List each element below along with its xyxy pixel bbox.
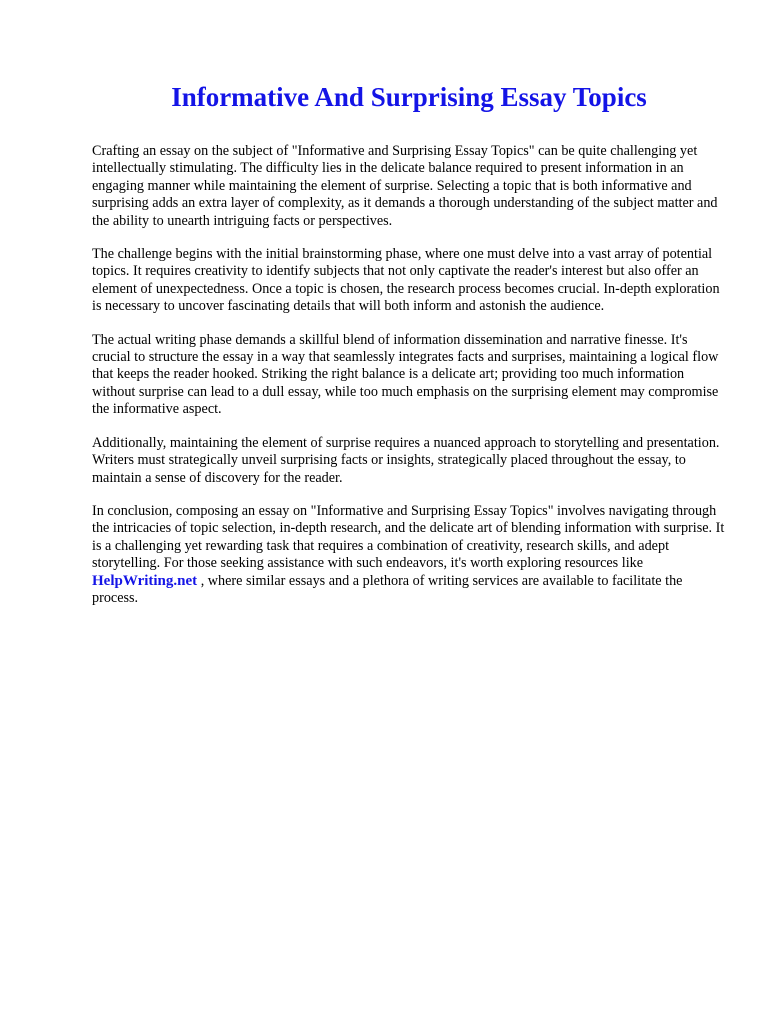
document-body (92, 143, 728, 623)
paragraph-3: The actual writing phase demands a skillful blend of information dissemination and narrative finesse. It's crucial to structure the essay in a way that seamlessly integrates facts and surprises, maintaining a logical flow that keeps the reader hooked. Striking the right balance is a delicate art; providing too much information without surprise can lead to a dull essay, while too much emphasis on the surprising element may compromise the informative aspect. (92, 331, 719, 418)
paragraph-2: The challenge begins with the initial brainstorming phase, where one must delve into a vast array of potential topics. It requires creativity to identify subjects that not only captivate the reader's interest but also offer an element of unexpectedness. Once a topic is chosen, the research process becomes crucial. In-depth exploration is necessary to uncover fascinating details that will both inform and astonish the audience. (92, 246, 720, 315)
conclusion-text-after-link: , where similar essays and a plethora of writing services are available to facilitate the process. (92, 572, 683, 606)
document-title: Informative And Surprising Essay Topics (171, 82, 647, 112)
helpwriting-link[interactable]: HelpWriting.net (92, 572, 198, 589)
paragraph-4: Additionally, maintaining the element of surprise requires a nuanced approach to storytelling and presentation. Writers must strategically unveil surprising facts or insights, strategically placed throughout the essay, to maintain a sense of discovery for the reader. (92, 434, 720, 486)
conclusion-text-before-link: In conclusion, composing an essay on "Informative and Surprising Essay Topics" involves navigating through the intricacies of topic selection, in-depth research, and the delicate art of blending information with surprise. It is a challenging yet rewarding task that requires a combination of creativity, research skills, and adept storytelling. For those seeking assistance with such endeavors, it's worth exploring resources like (92, 502, 725, 572)
paragraph-conclusion (92, 503, 728, 607)
paragraph-1: Crafting an essay on the subject of "Informative and Surprising Essay Topics" can be quite challenging yet intellectually stimulating. The difficulty lies in the delicate balance required to present information in an engaging manner while maintaining the element of surprise. Selecting a topic that is both informative and surprising adds an extra layer of complexity, as it demands a thorough understanding of the subject matter and the ability to unearth intriguing facts or perspectives. (92, 143, 718, 229)
